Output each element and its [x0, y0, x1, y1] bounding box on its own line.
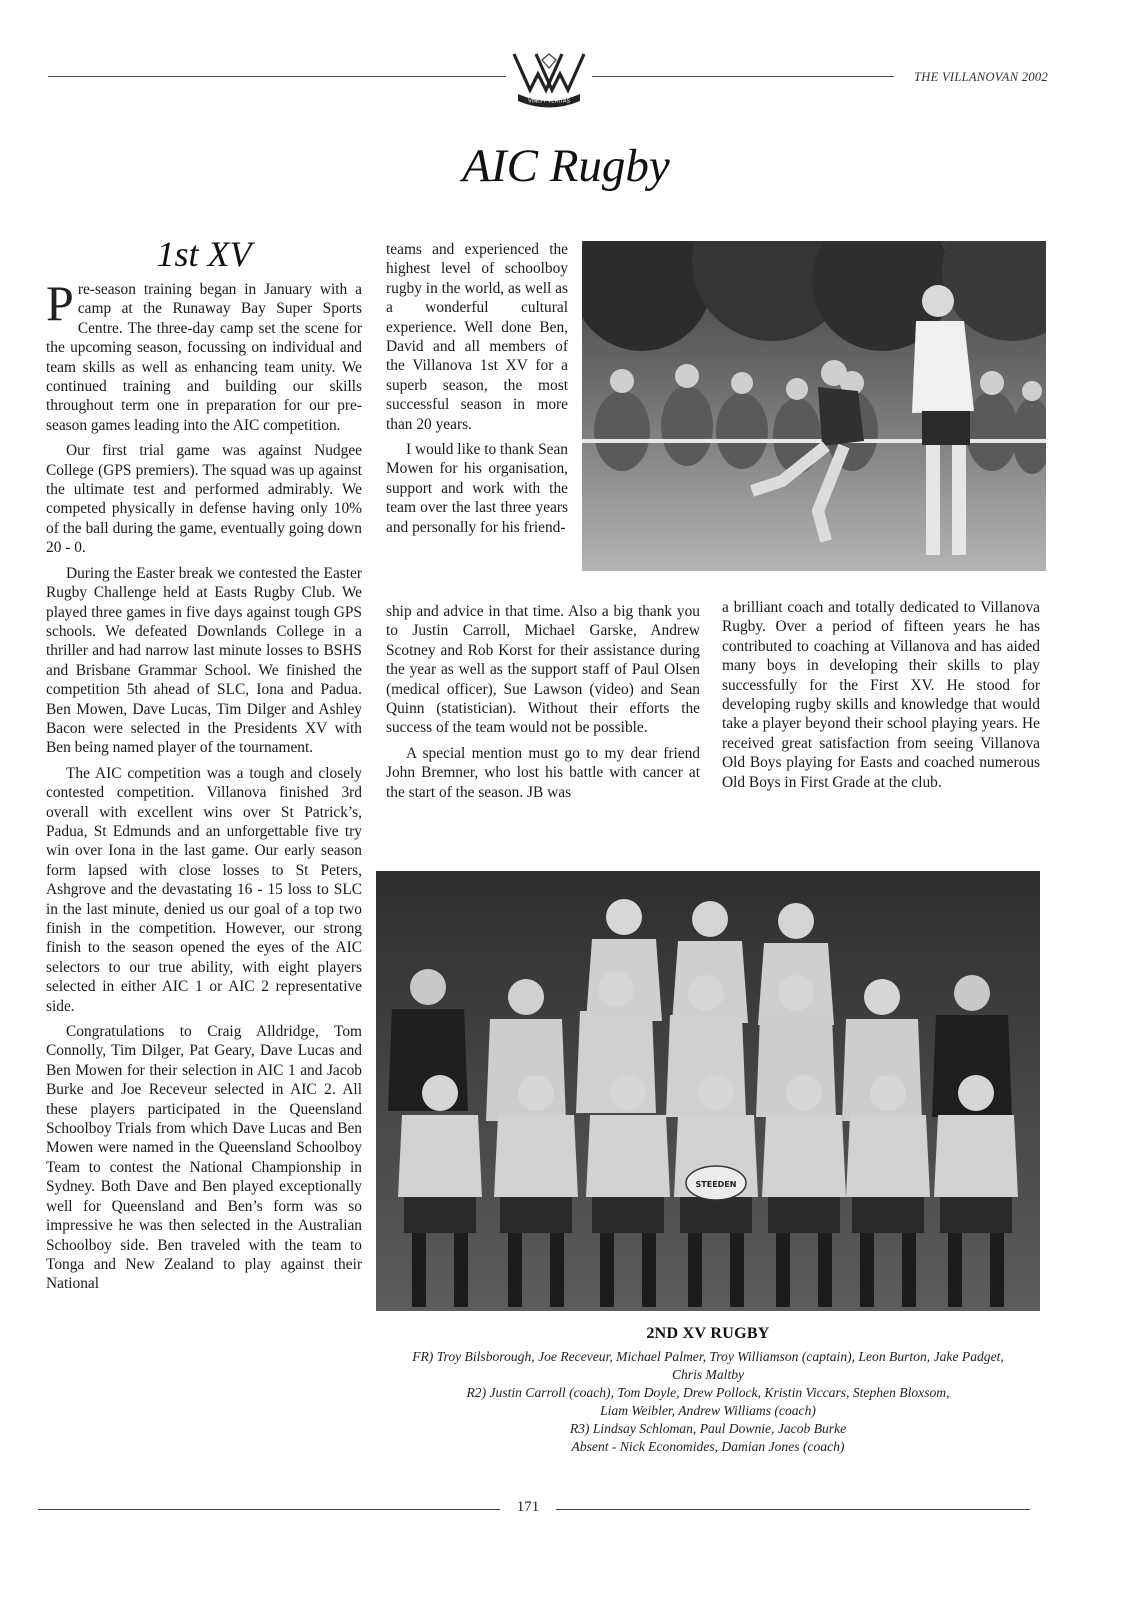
paragraph-international: teams and experienced the highest level of schoolboy rugby in the world, as well as a wonderful cultural experience. Well done Ben, David and all members of the Villanova 1st XV for a superb season, the most successful season in more than 20 years.: [386, 241, 568, 433]
paragraph-tribute: a brilliant coach and totally dedicated to Villanova Rugby. Over a period of fifteen years he has contributed to coaching at Villanova and has aided many boys in developing their skills to play successfully for the First XV. He stood for developing rugby skills and knowledge that would take a player beyond their school playing years. He received great satisfaction from seeing Villanova Old Boys playing for Easts and coached numerous Old Boys in First Grade at the club.: [722, 599, 1040, 791]
footer-rule-right: [556, 1509, 1030, 1510]
paragraph-congratulations: Congratulations to Craig Alldridge, Tom Connolly, Tim Dilger, Pat Geary, Dave Lucas and Ben Mowen for their selection in AIC 1 and Jacob Burke and Joe Receveur selected in AIC 2. All these players participated in the Queensland Schoolboy Trials from which Dave Lucas and Ben Mowen were named in the Queensland Schoolboy Team to contest the National Championship in Sydney. Both Dave and Ben played exceptionally well for Queensland and Ben’s form was so impressive he was then selected in the Australian Schoolboy side. Ben traveled with the team to Tonga and New Zealand to play against their National: [46, 1023, 362, 1293]
team-photo-2nd-xv: [376, 871, 1040, 1311]
caption-line-row-2-cont: Liam Weibler, Andrew Williams (coach): [600, 1403, 816, 1418]
caption-line-front-row: FR) Troy Bilsborough, Joe Receveur, Michael Palmer, Troy Williamson (captain), Leon Burton, Jake Padget,: [412, 1349, 1004, 1364]
page-number: 171: [516, 1499, 540, 1515]
drop-cap: P: [46, 275, 74, 331]
caption-line-row-3: R3) Lindsay Schloman, Paul Downie, Jacob Burke: [569, 1421, 847, 1436]
footer-rule-left: [38, 1509, 500, 1510]
caption-line-absent: Absent - Nick Economides, Damian Jones (coach): [571, 1439, 845, 1454]
paragraph-special-mention: A special mention must go to my dear friend John Bremner, who lost his battle with cancer at the start of the season. JB was: [386, 744, 700, 801]
caption-title: 2ND XV RUGBY: [646, 1325, 770, 1342]
caption-line-front-row-cont: Chris Maltby: [671, 1367, 745, 1382]
rugby-ball: [686, 1166, 746, 1200]
header-rule-right: [592, 76, 894, 77]
paragraph-thanks: I would like to thank Sean Mowen for his organisation, support and work with the team over the last three years and personally for his friend-: [386, 441, 568, 536]
match-action-photo: [582, 241, 1046, 571]
paragraph-intro-text: re-season training began in January with a camp at the Runaway Bay Super Sports Centre. The three-day camp set the scene for the upcoming season, focussing on individual and team skills as well as enhancing team unity. We continued training and building our skills throughout term one in preparation for our pre-season games leading into the AIC competition.: [46, 281, 362, 434]
team-photo-caption: [380, 1325, 1036, 1456]
paragraph-aic-competition: The AIC competition was a tough and closely contested competition. Villanova finished 3rd overall with excellent wins over St Patrick’s, Padua, St Edmunds and an unforgettable five try win over Iona in the last game. Our early season form lapsed with close losses to St Peters, Ashgrove and the devastating 16 - 15 loss to SLC in the last minute, denied us our goal of a top two finish in the competition. However, our strong finish to the season opened the eyes of the AIC selectors to our true ability, with eight players selected in either AIC 1 or AIC 2 representative side.: [46, 764, 362, 1015]
paragraph-easter-challenge: During the Easter break we contested the Easter Rugby Challenge held at Easts Rugby Club. We played three games in five days against tough GPS schools. We defeated Downlands College in a thriller and had narrow last minute losses to BSHS and Brisbane Grammar School. We finished the competition 5th ahead of SLC, Iona and Padua. Ben Mowen, Dave Lucas, Tim Dilger and Ashley Bacon were selected in the Presidents XV with Ben being named player of the tournament.: [46, 564, 362, 757]
crest-motto: VINCIT VERITAS: [527, 98, 571, 105]
caption-line-row-2: R2) Justin Carroll (coach), Tom Doyle, Drew Pollock, Kristin Viccars, Stephen Bloxsom,: [466, 1385, 950, 1400]
ball-brand-label: STEEDEN: [695, 1180, 737, 1189]
page-title: AIC Rugby: [462, 140, 670, 192]
section-heading: 1st XV: [156, 234, 252, 274]
header-rule-left: [48, 76, 506, 77]
paragraph-trial-game: Our first trial game was against Nudgee College (GPS premiers). The squad was up against the ultimate test and performed admirably. We competed physically in defense having only 10% of the ball during the game, eventually going down 20 - 0.: [46, 442, 362, 557]
article-column-3: [722, 598, 1040, 798]
running-head: THE VILLANOVAN 2002: [914, 70, 1048, 84]
paragraph-intro: [46, 275, 362, 435]
paragraph-thanks-continued: ship and advice in that time. Also a big thank you to Justin Carroll, Michael Garske, Andrew Scotney and Rob Korst for their assistance during the year as well as the support staff of Paul Olsen (medical officer), Sue Lawson (video) and Sean Quinn (statistician). Without their efforts the success of the team would not be possible.: [386, 603, 700, 737]
article-column-2-bottom: [386, 602, 700, 808]
article-column-1: [46, 275, 362, 1300]
school-crest-logo: [508, 44, 590, 110]
article-column-2-top: [386, 240, 568, 543]
